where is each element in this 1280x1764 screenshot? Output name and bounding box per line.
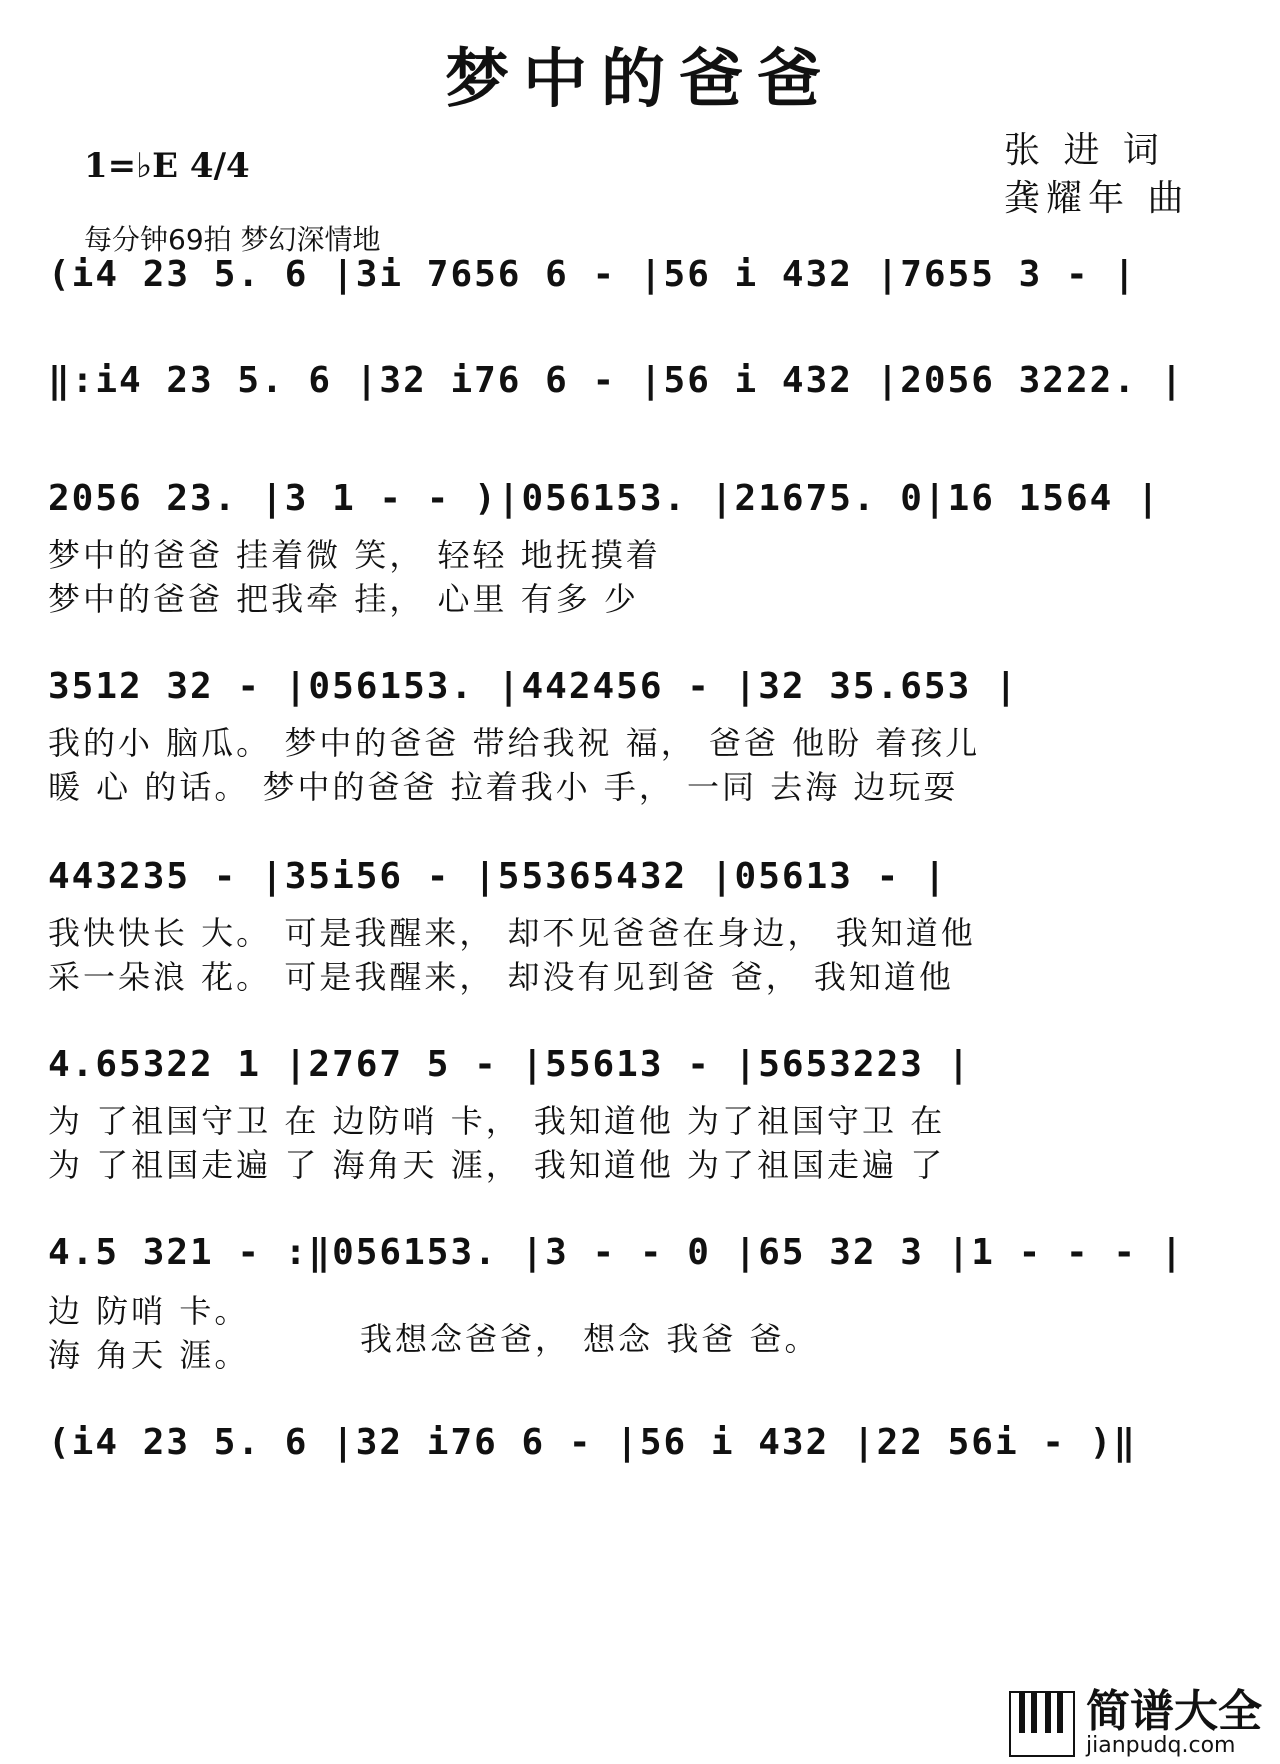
- staff-line-4: 3512 32 - |056153. |442456 - |32 35.653 |: [48, 666, 1019, 707]
- staff-line-2: ‖:i4 23 5. 6 |32 i76 6 - |56 i 432 |2056 3222. |: [48, 360, 1185, 401]
- lyric-line-5a: 我快快长 大。 可是我醒来， 却不见爸爸在身边， 我知道他: [48, 914, 976, 952]
- watermark-name: 简谱大全: [1086, 1686, 1262, 1737]
- staff-line-5: 443235 - |35i56 - |55365432 |05613 - |: [48, 856, 948, 897]
- composer-credit: 龚耀年 曲: [1004, 178, 1190, 219]
- lyric-line-3b: 梦中的爸爸 把我牵 挂， 心里 有多 少: [48, 580, 639, 618]
- lyric-line-7b: 海 角天 涯。: [48, 1336, 250, 1374]
- lyric-line-4b: 暖 心 的话。 梦中的爸爸 拉着我小 手， 一同 去海 边玩耍: [48, 768, 959, 806]
- staff-line-6: 4.65322 1 |2767 5 - |55613 - |5653223 |: [48, 1044, 972, 1085]
- lyric-line-6a: 为 了祖国守卫 在 边防哨 卡， 我知道他 为了祖国守卫 在: [48, 1102, 946, 1140]
- lyric-line-7c: 我想念爸爸， 想念 我爸 爸。: [360, 1320, 820, 1358]
- watermark-url: jianpudq.com: [1086, 1733, 1236, 1758]
- site-watermark: [1009, 1686, 1262, 1758]
- lyric-line-6b: 为 了祖国走遍 了 海角天 涯， 我知道他 为了祖国走遍 了: [48, 1146, 946, 1184]
- lyric-line-7a: 边 防哨 卡。: [48, 1292, 250, 1330]
- lyric-line-3a: 梦中的爸爸 挂着微 笑， 轻轻 地抚摸着: [48, 536, 661, 574]
- staff-line-7: 4.5 321 - :‖056153. |3 - - 0 |65 32 3 |1 - - - |: [48, 1232, 1185, 1273]
- piano-keys-icon: [1009, 1691, 1075, 1757]
- staff-line-8: (i4 23 5. 6 |32 i76 6 - |56 i 432 |22 56i - )‖: [48, 1422, 1137, 1463]
- staff-line-1: (i4 23 5. 6 |3i 7656 6 - |56 i 432 |7655 3 - |: [48, 254, 1137, 295]
- page-title: 梦中的爸爸: [445, 42, 835, 117]
- tempo-marking: 每分钟69拍 梦幻深情地: [84, 223, 381, 256]
- lyric-line-4a: 我的小 脑瓜。 梦中的爸爸 带给我祝 福， 爸爸 他盼 着孩儿: [48, 724, 981, 762]
- lyric-line-5b: 采一朵浪 花。 可是我醒来， 却没有见到爸 爸， 我知道他: [48, 958, 954, 996]
- key-signature: 1=♭E 4/4: [84, 146, 250, 186]
- lyricist-credit: 张 进 词: [1004, 130, 1165, 171]
- staff-line-3: 2056 23. |3 1 - - )|056153. |21675. 0|16 1564 |: [48, 478, 1161, 519]
